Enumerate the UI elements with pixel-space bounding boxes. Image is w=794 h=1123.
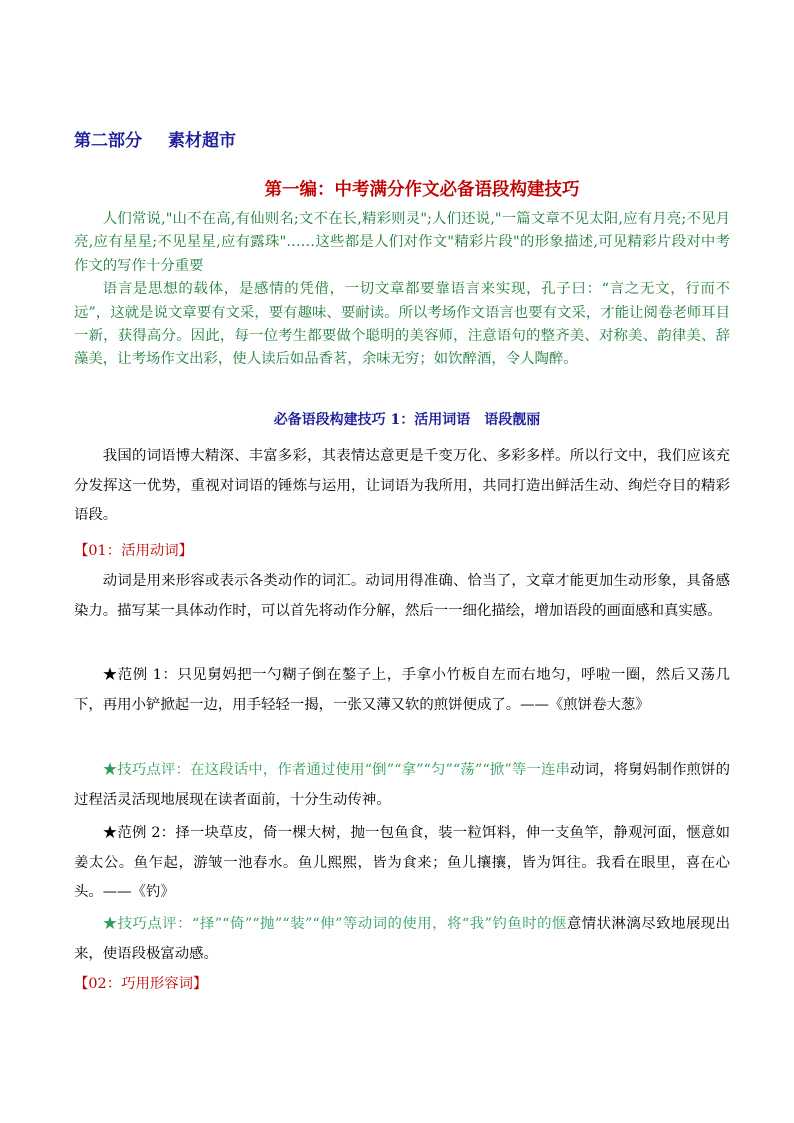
comment-1 — [74, 756, 730, 815]
subheading-adjectives: 【02：巧用形容词】 — [74, 976, 208, 992]
example-1: ★范例 1：只见舅妈把一勺糊子倒在鏊子上，手拿小竹板自左而右地匀，呼啦一圈，然后又荡几下，再用小铲掀起一边，用手轻轻一揭，一张又薄又软的煎饼便成了。——《煎饼卷大葱》 — [74, 667, 730, 713]
part-name: 素材超市 — [168, 131, 236, 151]
intro-paragraph-1: 人们常说,"山不在高,有仙则名;文不在长,精彩则灵";人们还说,"一篇文章不见太阳,应有月亮;不见月亮,应有星星;不见星星,应有露珠"……这些都是人们对作文"精彩片段"的形象描述,可见精彩片段对中考作文的写作十分重要 — [74, 211, 730, 274]
tip-heading: 必备语段构建技巧 1：活用词语 语段靓丽 — [273, 412, 541, 428]
part-label: 第二部分 — [74, 131, 142, 151]
part-title — [74, 126, 236, 151]
comment-1-highlight: ★技巧点评：在这段话中，作者通过使用“倒”“拿”“匀”“荡”“掀”等一连串 — [102, 762, 571, 778]
comment-1-rest: 动词，将舅妈制作煎饼的过程活灵活现地展现在读者面前，十分生动传神。 — [74, 762, 730, 808]
tip-intro-paragraph: 我国的词语博大精深、丰富多彩，其表情达意更是千变万化、多彩多样。所以行文中，我们应该充分发挥这一优势，重视对词语的锤炼与运用，让词语为我所用，共同打造出鲜活生动、绚烂夺目的精彩语段。 — [74, 448, 730, 523]
example-2: ★范例 2：择一块草皮，倚一棵大树，抛一包鱼食，装一粒饵料，伸一支鱼竿，静观河面，惬意如姜太公。鱼乍起，游皱一池春水。鱼儿熙熙，皆为食来；鱼儿攘攘，皆为饵往。我看在眼里，喜在心头。——《钓》 — [74, 825, 730, 900]
verbs-paragraph: 动词是用来形容或表示各类动作的词汇。动词用得准确、恰当了，文章才能更加生动形象，具备感染力。描写某一具体动作时，可以首先将动作分解，然后一一细化描绘，增加语段的画面感和真实感。 — [74, 573, 730, 619]
comment-2 — [74, 910, 730, 969]
section-title: 第一编：中考满分作文必备语段构建技巧 — [264, 180, 580, 200]
comment-2-rest: 意情状淋漓尽致地展现出来，使语段极富动感。 — [74, 916, 730, 962]
intro-paragraph-2: 语言是思想的载体，是感情的凭借，一切文章都要靠语言来实现，孔子曰：“言之无文，行而不远”，这就是说文章要有文采，要有趣味、要耐读。所以考场作文语言也要有文采，才能让阅卷老师耳目一新，获得高分。因此，每一位考生都要做个聪明的美容师，注意语句的整齐美、对称美、韵律美、辞藻美，让考场作文出彩，使人读后如品香茗，余味无穷；如饮醉酒，令人陶醉。 — [74, 281, 730, 368]
comment-2-highlight: ★技巧点评：“择”“倚”“抛”“装”“伸”等动词的使用，将“我”钓鱼时的惬 — [102, 916, 567, 932]
subheading-verbs: 【01：活用动词】 — [74, 543, 194, 559]
intro-block — [74, 208, 730, 372]
